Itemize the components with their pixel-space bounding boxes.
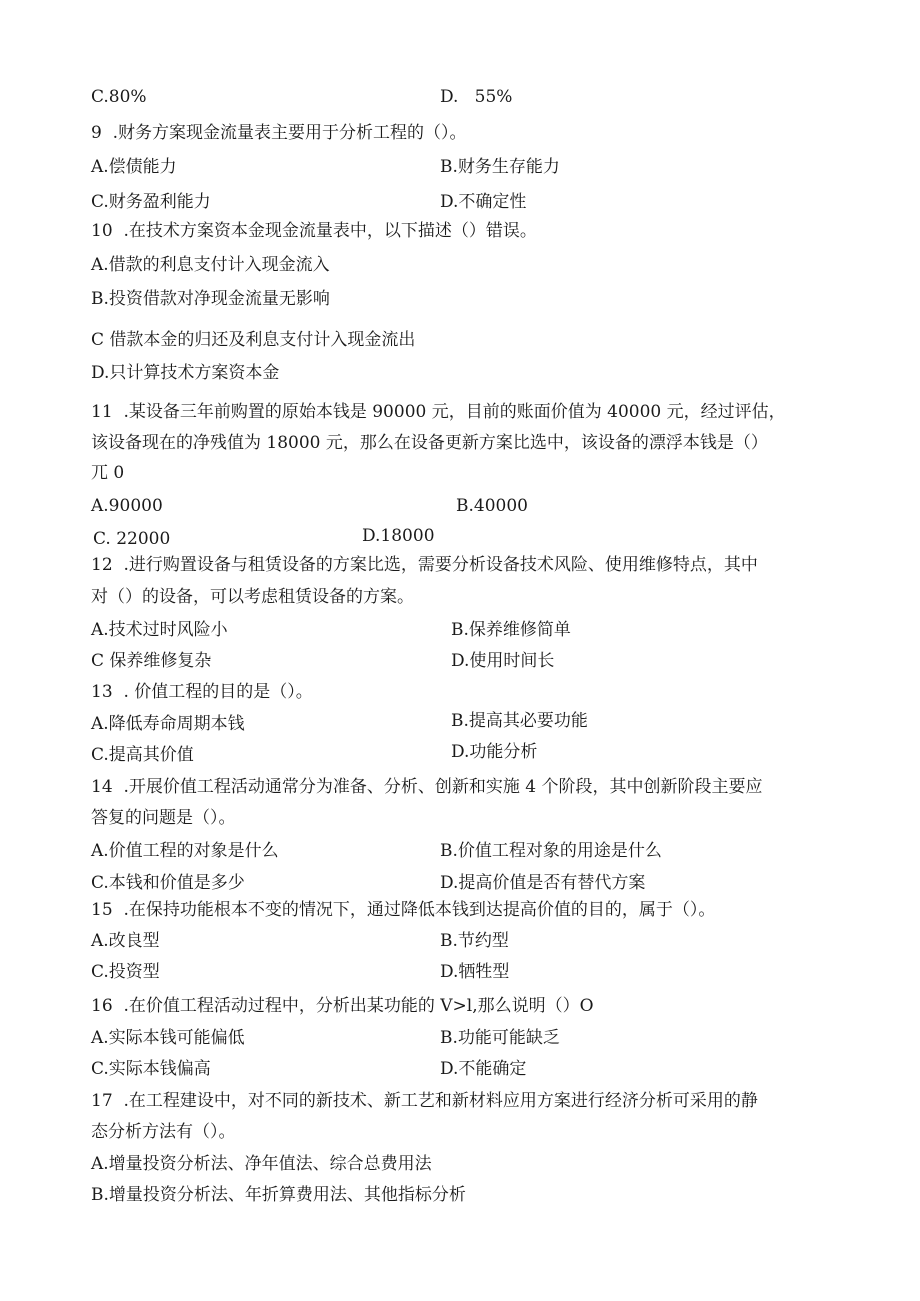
q17-option-b: B.增量投资分析法、年折算费用法、其他指标分析 <box>91 1185 466 1205</box>
q9-option-c: C.财务盈利能力 <box>91 192 211 212</box>
q16-option-a: A.实际本钱可能偏低 <box>91 1028 245 1048</box>
q14-option-d: D.提高价值是否有替代方案 <box>440 873 646 893</box>
q15-option-d: D.牺牲型 <box>440 962 510 982</box>
question-10: 10 .在技术方案资本金现金流量表中，以下描述（）错误。 <box>91 221 537 241</box>
question-11-line-3: 兀 0 <box>91 463 125 483</box>
q14-option-c: C.本钱和价值是多少 <box>91 873 245 893</box>
q9-option-a: A.偿债能力 <box>91 157 177 177</box>
q12-option-d: D.使用时间长 <box>451 651 555 671</box>
q11-option-a: A.90000 <box>91 496 163 516</box>
q11-option-b: B.40000 <box>456 496 528 516</box>
question-9: 9 .财务方案现金流量表主要用于分析工程的（）。 <box>91 123 467 143</box>
q13-option-d: D.功能分析 <box>451 742 538 762</box>
q16-option-c: C.实际本钱偏高 <box>91 1059 211 1079</box>
question-11-line-2: 该设备现在的净残值为 18000 元，那么在设备更新方案比选中，该设备的漂浮本钱是（） <box>91 433 768 453</box>
q17-option-a: A.增量投资分析法、净年值法、综合总费用法 <box>91 1154 432 1174</box>
q11-option-d: D.18000 <box>362 526 435 546</box>
q10-option-a: A.借款的利息支付计入现金流入 <box>91 255 330 275</box>
question-12-line-1: 12 .进行购置设备与租赁设备的方案比选，需要分析设备技术风险、使用维修特点，其中 <box>91 555 758 575</box>
q15-option-a: A.改良型 <box>91 931 160 951</box>
option-d-55: D. 55% <box>440 87 513 107</box>
question-13: 13 . 价值工程的目的是（）。 <box>91 682 313 702</box>
q14-option-a: A.价值工程的对象是什么 <box>91 841 279 861</box>
q11-option-c: C. 22000 <box>93 529 171 549</box>
q9-option-b: B.财务生存能力 <box>440 157 560 177</box>
q10-option-c: C 借款本金的归还及利息支付计入现金流出 <box>91 330 416 350</box>
q15-option-c: C.投资型 <box>91 962 160 982</box>
q12-option-c: C 保养维修复杂 <box>91 651 212 671</box>
question-16: 16 .在价值工程活动过程中，分析出某功能的 V>l,那么说明（）O <box>91 996 594 1016</box>
q10-option-b: B.投资借款对净现金流量无影响 <box>91 289 330 309</box>
q13-option-c: C.提高其价值 <box>91 745 194 765</box>
q16-option-d: D.不能确定 <box>440 1059 527 1079</box>
question-15: 15 .在保持功能根本不变的情况下，通过降低本钱到达提高价值的目的，属于（）。 <box>91 900 716 920</box>
question-14-line-1: 14 .开展价值工程活动通常分为准备、分析、创新和实施 4 个阶段，其中创新阶段主要应 <box>91 777 763 797</box>
q16-option-b: B.功能可能缺乏 <box>440 1028 560 1048</box>
q12-option-b: B.保养维修简单 <box>451 620 571 640</box>
question-17-line-2: 态分析方法有（）。 <box>91 1122 236 1142</box>
q14-option-b: B.价值工程对象的用途是什么 <box>440 841 662 861</box>
q13-option-b: B.提高其必要功能 <box>451 711 588 731</box>
q9-option-d: D.不确定性 <box>440 192 527 212</box>
question-12-line-2: 对（）的设备，可以考虑租赁设备的方案。 <box>91 587 414 607</box>
q10-option-d: D.只计算技术方案资本金 <box>91 363 280 383</box>
q13-option-a: A.降低寿命周期本钱 <box>91 714 245 734</box>
q12-option-a: A.技术过时风险小 <box>91 620 228 640</box>
question-17-line-1: 17 .在工程建设中，对不同的新技术、新工艺和新材料应用方案进行经济分析可采用的静 <box>91 1091 758 1111</box>
question-11-line-1: 11 .某设备三年前购置的原始本钱是 90000 元，目前的账面价值为 40000 元，经过评估， <box>91 402 786 422</box>
option-c-80: C.80% <box>91 87 147 107</box>
question-14-line-2: 答复的问题是（）。 <box>91 808 236 828</box>
q15-option-b: B.节约型 <box>440 931 509 951</box>
